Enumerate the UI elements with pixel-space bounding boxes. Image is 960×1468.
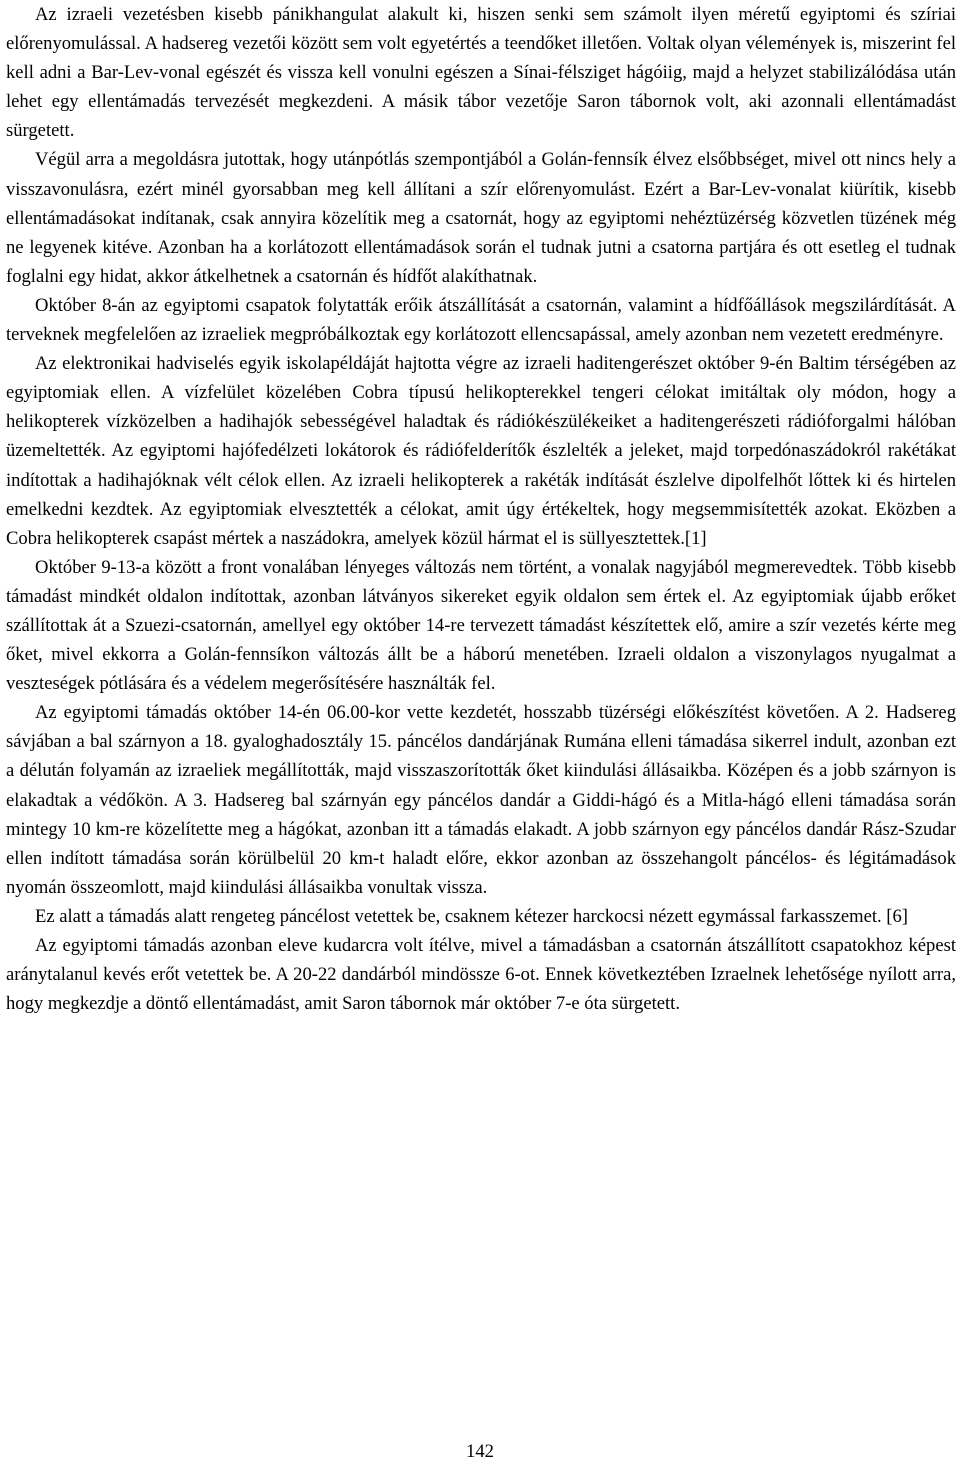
- paragraph-7: Ez alatt a támadás alatt rengeteg páncélost vetettek be, csaknem kétezer harckocsi nézett egymással farkasszemet. [6]: [35, 905, 908, 927]
- paragraph-6: Az egyiptomi támadás október 14-én 06.00-kor vette kezdetét, hosszabb tüzérségi előkészítést követően. A 2. Hadsereg sávjában a bal szárnyon a 18. gyaloghadosztály 15. páncélos dandárjának Rumána elleni támadása sikerrel indult, azonban ezt a délután folyamán az izraeliek megállították, majd visszaszorították őket kiindulási állásaikba. Középen és a jobb szárnyon is elakadtak a védőkön. A 3. Hadsereg bal szárnyán egy páncélos dandár a Giddi-hágó és a Mitla-hágó elleni támadása során mintegy 10 km-re közelítette meg a hágókat, azonban itt a támadás elakadt. A jobb szárnyon egy páncélos dandár Rász-Szudar ellen indított támadása során körülbelül 20 km-t haladt előre, ekkor azonban az összehangolt páncélos- és légitámadások nyomán összeomlott, majd kiindulási állásaikba vonultak vissza.: [6, 702, 956, 898]
- paragraph-5: Október 9-13-a között a front vonalában lényeges változás nem történt, a vonalak nagyjából megmerevedtek. Több kisebb támadást mindkét oldalon indítottak, azonban látványos sikereket egyik oldalon sem értek el. Az egyiptomiak újabb erőket szállítottak át a Szuezi-csatornán, amellyel egy október 14-re tervezett támadást készítettek elő, amire a szír vezetés kérte meg őket, mivel ekkorra a Golán-fennsíkon változás állt be a háború menetében. Izraeli oldalon a viszonylagos nyugalmat a veszteségek pótlására és a védelem megerősítésére használták fel.: [6, 556, 956, 695]
- page-body: [6, 0, 956, 1018]
- page-number: 142: [466, 1441, 494, 1462]
- paragraph-1: Az izraeli vezetésben kisebb pánikhangulat alakult ki, hiszen senki sem számolt ilyen méretű egyiptomi és szíriai előrenyomulással. A hadsereg vezetői között sem volt egyetértés a teendőket illetően. Voltak olyan vélemények is, miszerint fel kell adni a Bar-Lev-vonal egészét és vissza kell vonulni egészen a Sínai-félsziget hágóiig, majd a helyzet stabilizálódása után lehet egy ellentámadás tervezését megkezdeni. A másik tábor vezetője Saron tábornok volt, aki azonnali ellentámadást sürgetett.: [6, 4, 956, 142]
- paragraph-2: Végül arra a megoldásra jutottak, hogy utánpótlás szempontjából a Golán-fennsík élvez elsőbbséget, mivel ott nincs hely a visszavonulásra, ezért minél gyorsabban meg kell állítani a szír előrenyomulást. Ezért a Bar-Lev-vonalat kiürítik, kisebb ellentámadásokat indítanak, csak annyira közelítik meg a csatornát, hogy az egyiptomi nehéztüzérség közvetlen tüzének még ne legyenek kitéve. Azonban ha a korlátozott ellentámadások során el tudnak jutni a csatorna partjára és ott esetleg el tudnak foglalni egy hidat, akkor átkelhetnek a csatornán és hídfőt alakíthatnak.: [6, 149, 956, 287]
- paragraph-3: Október 8-án az egyiptomi csapatok folytatták erőik átszállítását a csatornán, valamint a hídfőállások megszilárdítását. A terveknek megfelelően az izraeliek megpróbálkoztak egy korlátozott ellencsapással, amely azonban nem vezetett eredményre.: [6, 294, 956, 346]
- paragraph-4: Az elektronikai hadviselés egyik iskolapéldáját hajtotta végre az izraeli haditengerészet október 9-én Baltim térségében az egyiptomiak ellen. A vízfelület közelében Cobra típusú helikopterekkel tengeri célokat imitáltak oly módon, hogy a helikopterek vízközelben a hadihajók sebességével haladtak és rádiókészülékeiket a haditengerészeti rádióforgalmi hálóban üzemeltették. Az egyiptomi hajófedélzeti lokátorok és rádiófelderítők észlelték a jeleket, majd torpedónaszádokról rakétákat indítottak a hadihajóknak vélt célok ellen. Az izraeli helikopterek a rakéták indítását észlelve dipolfelhőt lőttek ki és hirtelen emelkedni kezdtek. Az egyiptomiak elvesztették a célokat, amit úgy értékeltek, hogy megsemmisítették azokat. Eközben a Cobra helikopterek csapást mértek a naszádokra, amelyek közül hármat el is süllyesztettek.[1]: [6, 353, 956, 549]
- paragraph-8: Az egyiptomi támadás azonban eleve kudarcra volt ítélve, mivel a támadásban a csatornán átszállított csapatokhoz képest aránytalanul kevés erőt vetettek be. A 20-22 dandárból mindössze 6-ot. Ennek következtében Izraelnek lehetősége nyílott arra, hogy megkezdje a döntő ellentámadást, amit Saron tábornok már október 7-e óta sürgetett.: [6, 935, 956, 1015]
